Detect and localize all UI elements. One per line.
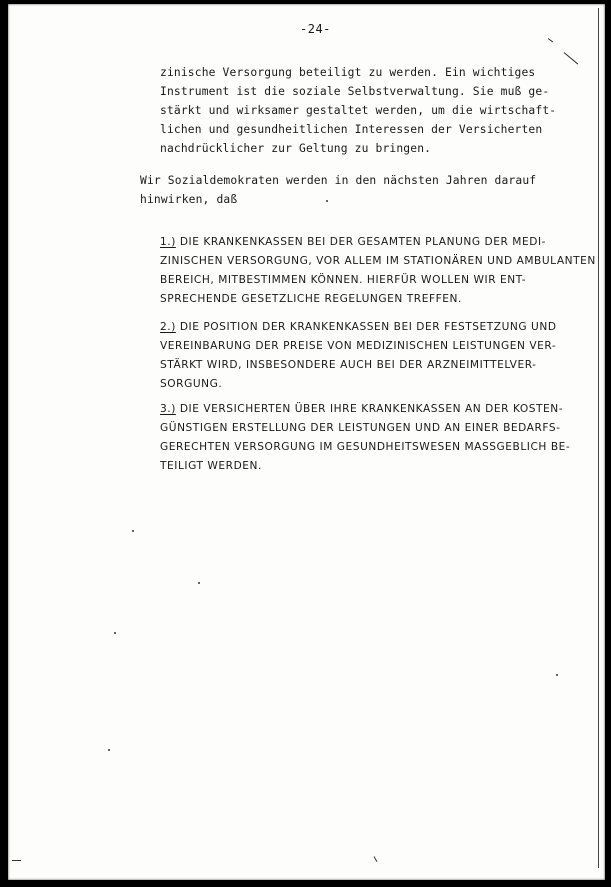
page-number: -24- [300,22,331,36]
scan-speck [114,632,116,634]
list-item-number: 2.) [160,321,176,333]
list-item-first-line [160,235,546,249]
text-line: GERECHTEN VERSORGUNG IM GESUNDHEITSWESEN MASSGEBLICH BE- [160,441,571,453]
text-line: BEREICH, MITBESTIMMEN KÖNNEN. HIERFÜR WOLLEN WIR ENT- [160,274,527,286]
text-line: zinische Versorgung beteiligt zu werden. Ein wichtiges [160,66,536,79]
list-item-number: 3.) [160,403,176,415]
scan-edge-line [598,8,599,868]
list-item-number: 1.) [160,236,176,248]
text-line: Instrument ist die soziale Selbstverwaltung. Sie muß ge- [160,85,550,98]
text-line: lichen und gesundheitlichen Interessen der Versicherten [160,123,543,136]
text-line: GÜNSTIGEN ERSTELLUNG DER LEISTUNGEN UND AN EINER BEDARFS- [160,422,561,434]
document-page [8,4,605,880]
text-line: Wir Sozialdemokraten werden in den nächsten Jahren darauf [140,174,537,187]
scan-speck [556,674,558,676]
text-line: nachdrücklicher zur Geltung zu bringen. [160,142,432,155]
text-line: STÄRKT WIRD, INSBESONDERE AUCH BEI DER ARZNEIMITTELVER- [160,359,537,371]
scan-speck [326,200,328,202]
text-line: hinwirken, daß [140,193,238,206]
text-line: DIE POSITION DER KRANKENKASSEN BEI DER FESTSETZUNG UND [179,321,557,333]
list-item-first-line [160,402,563,416]
scan-speck [374,856,378,862]
scan-speck [548,38,553,42]
scan-speck [198,582,200,584]
text-line: stärkt und wirksamer gestaltet werden, um die wirtschaft- [160,104,557,117]
list-item-first-line [160,320,557,334]
scan-speck [108,749,110,751]
text-line: DIE KRANKENKASSEN BEI DER GESAMTEN PLANUNG DER MEDI- [179,236,546,248]
text-line: DIE VERSICHERTEN ÜBER IHRE KRANKENKASSEN AN DER KOSTEN- [179,403,564,415]
scan-speck [12,860,21,861]
text-line: SORGUNG. [160,378,223,390]
text-line: TEILIGT WERDEN. [160,460,262,472]
text-line: VEREINBARUNG DER PREISE VON MEDIZINISCHEN LEISTUNGEN VER- [160,340,557,352]
scan-speck [564,52,578,64]
text-line: ZINISCHEN VERSORGUNG, VOR ALLEM IM STATIONÄREN UND AMBULANTEN [160,255,596,267]
text-line: SPRECHENDE GESETZLICHE REGELUNGEN TREFFEN. [160,293,462,305]
scan-speck [132,530,134,532]
